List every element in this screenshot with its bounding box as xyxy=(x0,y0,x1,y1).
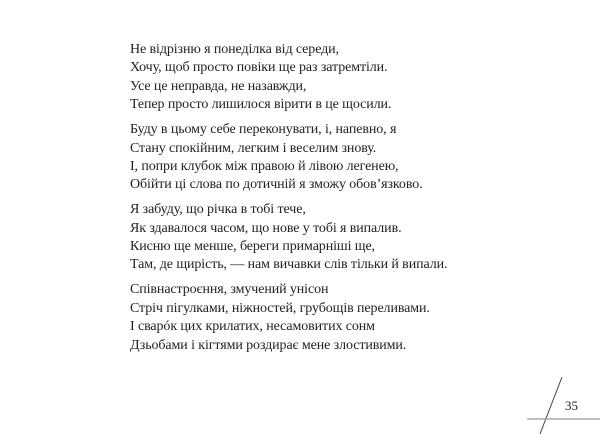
poem-line: Дзьобами і кігтями роздирає мене злостивими. xyxy=(130,337,407,353)
poem-line: Усе це неправда, не назавжди, xyxy=(130,78,307,94)
poem-line: Як здавалося часом, що нове у тобі я випалив. xyxy=(130,220,402,236)
slanted-rule xyxy=(540,377,562,434)
page-number: 35 xyxy=(565,398,578,413)
poem-line: Там, де щирість, — нам вичавки слів тільки й випали. xyxy=(130,257,448,273)
poem-line: І, попри клубок між правою й лівою легенею, xyxy=(130,158,399,174)
poem-line: Буду в цьому себе переконувати, і, напевно, я xyxy=(130,122,397,138)
poem-line: Співнастроєння, змучений унісон xyxy=(130,282,329,298)
poem-line: Стріч пігулками, ніжностей, грубощів переливами. xyxy=(130,300,430,316)
poem-line: Кисню ще менше, береги примарніші ще, xyxy=(130,239,375,255)
poem-line: Стану спокійним, легким і веселим знову. xyxy=(130,140,377,156)
poem-line: Обійти ці слова по дотичній я зможу обов’язково. xyxy=(130,177,423,193)
poem-line: Я забуду, що річка в тобі тече, xyxy=(130,202,306,218)
poem-line: І сварóк цих крилатих, несамовитих сонм xyxy=(130,319,375,335)
poem-line: Не відрізню я понеділка від середи, xyxy=(130,42,339,57)
poem-line: Тепер просто лишилося вірити в це щосили. xyxy=(130,97,392,113)
poem-line: Хочу, щоб просто повіки ще раз затремтіли. xyxy=(130,60,388,76)
